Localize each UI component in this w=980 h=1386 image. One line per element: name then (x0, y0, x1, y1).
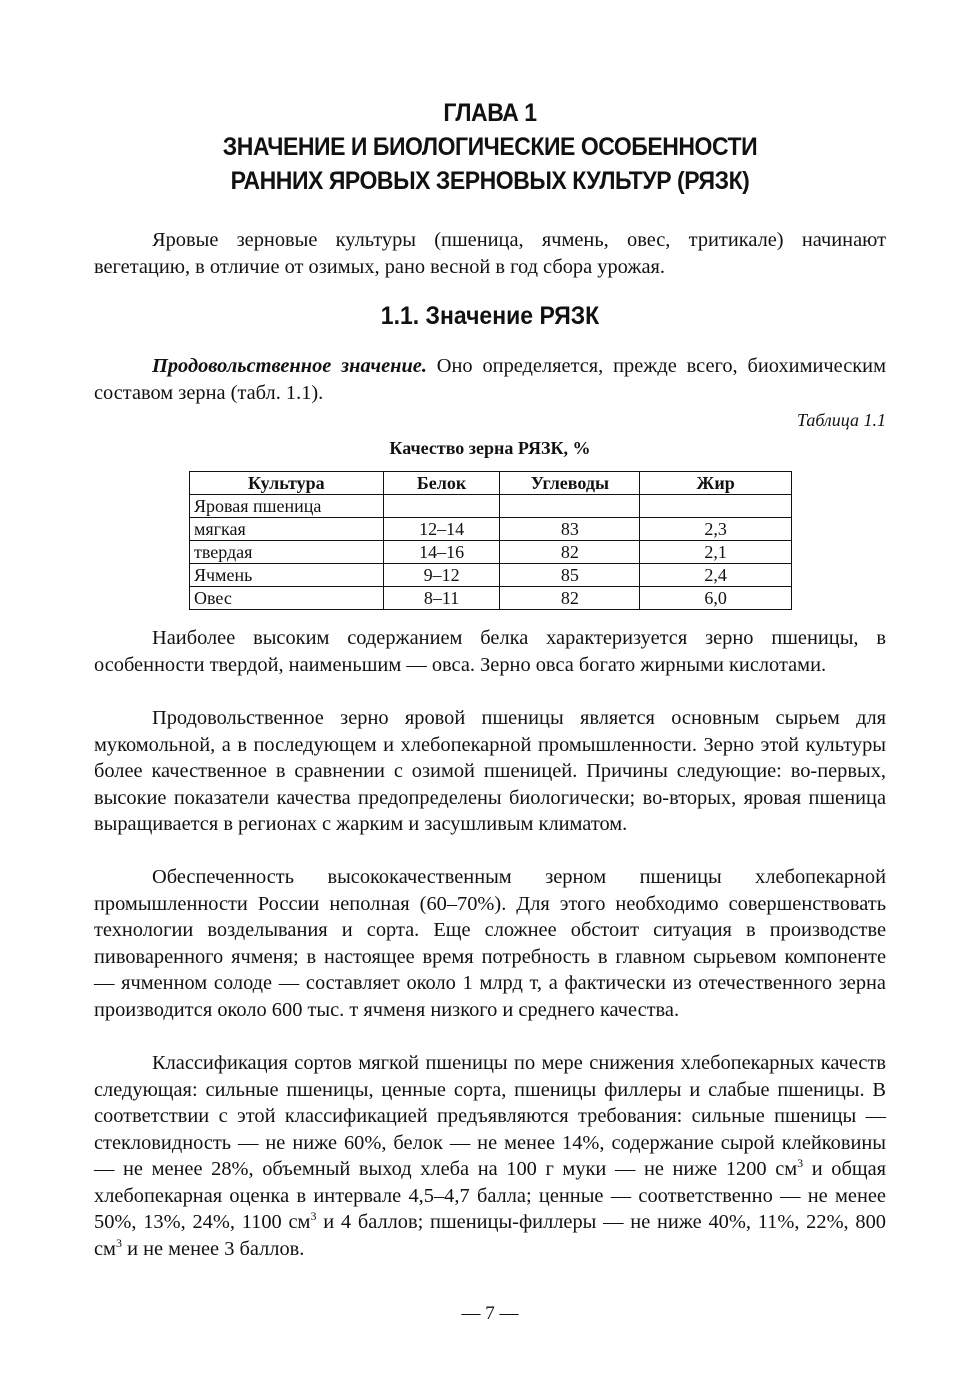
chapter-title-line-1: ЗНАЧЕНИЕ И БИОЛОГИЧЕСКИЕ ОСОБЕННОСТИ (222, 133, 758, 161)
table-header-cell: Культура (190, 472, 384, 495)
protein-paragraph: Наиболее высоким содержанием белка характеризуется зерно пшеницы, в особенности твердой, наименьшим — овса. Зерно овса богато жирными кислотами. (94, 627, 886, 676)
table-cell: 83 (500, 518, 640, 541)
chapter-heading (126, 96, 855, 198)
table-header-row (190, 472, 792, 495)
table-cell: 9–12 (383, 564, 500, 587)
table-cell: 2,3 (640, 518, 792, 541)
table-cell: 8–11 (383, 587, 500, 610)
table-cell: мягкая (190, 518, 384, 541)
superscript-3: 3 (797, 1156, 804, 1170)
table-cell: 2,1 (640, 541, 792, 564)
table-cell: Яровая пшеница (190, 495, 384, 518)
wheat-paragraph: Продовольственное зерно яровой пшеницы является основным сырьем для мукомольной, а в последующем и хлебопекарной промышленности. Зерно этой культуры более качественное в сравнении с озимой пшеницей. Причины следующие: во-первых, высокие показатели качества предопределены биологически; во-вторых, яровая пшеница выращивается в регионах с жарким и засушливым климатом. (94, 707, 886, 835)
table-cell: Ячмень (190, 564, 384, 587)
table-cell (500, 495, 640, 518)
table-cell: 6,0 (640, 587, 792, 610)
intro-paragraph: Яровые зерновые культуры (пшеница, ячмень, овес, тритикале) начинают вегетацию, в отличие от озимых, рано весной в год сбора урожая. (94, 229, 886, 278)
table-row (190, 587, 792, 610)
table-cell: Овес (190, 587, 384, 610)
table-label: Таблица 1.1 (796, 410, 886, 430)
food-value-lead: Продовольственное значение. (152, 355, 427, 377)
table-row (190, 564, 792, 587)
classification-text-2: и общая хлебопекарная оценка в интервале 4,5–4,7 балла; ценные — соответственно — не менее 50%, 13%, 24%, 1100 см (94, 1158, 886, 1233)
table-cell: 82 (500, 541, 640, 564)
table-row (190, 518, 792, 541)
section-heading: 1.1. Значение РЯЗК (380, 302, 600, 330)
grain-quality-table (189, 471, 792, 610)
food-value-text: Оно определяется, прежде всего, биохимическим составом зерна (табл. 1.1). (94, 355, 886, 404)
table-cell: 85 (500, 564, 640, 587)
table-row (190, 541, 792, 564)
superscript-3: 3 (115, 1235, 122, 1250)
table-header-cell: Белок (383, 472, 500, 495)
table-cell: 14–16 (383, 541, 500, 564)
classification-paragraph (94, 1050, 886, 1262)
table-title: Качество зерна РЯЗК, % (389, 438, 591, 458)
food-value-paragraph (94, 353, 886, 406)
classification-text-1: Классификация сортов мягкой пшеницы по мере снижения хлебопекарных качеств следующая: сильные пшеницы, ценные сорта, пшеницы филлеры и слабые пшеницы. В соответствии с этой классификацией предъявляются требования: сильные пшеницы — стекловидность — не ниже 60%, белок — не менее 14%, содержание сырой клейковины — не менее 28%, объемный выход хлеба на 100 г муки — не ниже 1200 см (94, 1052, 886, 1180)
table-cell: 2,4 (640, 564, 792, 587)
classification-text-4: и не менее 3 баллов. (121, 1237, 305, 1260)
table-cell: твердая (190, 541, 384, 564)
classification-text-3: и 4 баллов; пшеницы-филлеры — не ниже 40%, 11%, 22%, 800 см (94, 1211, 886, 1260)
table-cell: 12–14 (383, 518, 500, 541)
table-row (190, 495, 792, 518)
chapter-number: ГЛАВА 1 (443, 99, 537, 127)
table-header-cell: Жир (640, 472, 792, 495)
table-cell: 82 (500, 587, 640, 610)
page-number: — 7 — (461, 1303, 519, 1324)
superscript-3: 3 (310, 1209, 317, 1223)
supply-paragraph: Обеспеченность высококачественным зерном пшеницы хлебопекарной промышленности России неполная (60–70%). Для этого необходимо совершенствовать технологии возделывания и сорта. Еще сложнее обстоит ситуация в производстве пивоваренного ячменя; в настоящее время потребность в главном сырьевом компоненте — ячменном солоде — составляет около 1 млрд т, а фактически из отечественного зерна производится около 600 тыс. т ячменя низкого и среднего качества. (94, 866, 886, 1021)
table-header-cell: Углеводы (500, 472, 640, 495)
chapter-title-line-2: РАННИХ ЯРОВЫХ ЗЕРНОВЫХ КУЛЬТУР (РЯЗК) (230, 167, 750, 195)
table-cell (640, 495, 792, 518)
table-cell (383, 495, 500, 518)
